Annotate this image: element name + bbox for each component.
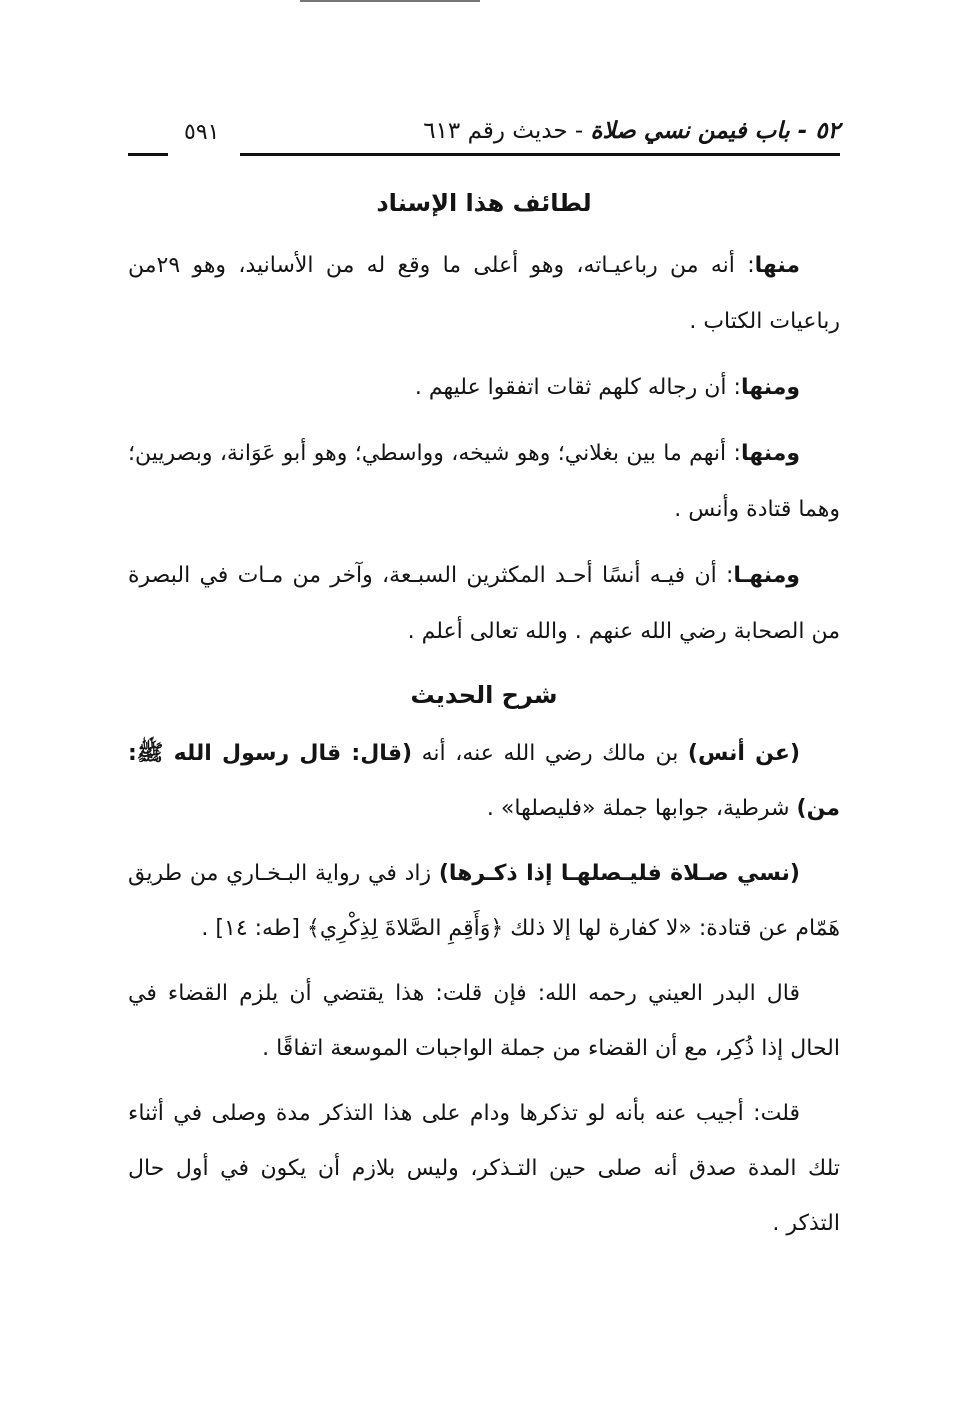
paragraph-5-lead-quote: (قال: قال رسول الله ﷺ: من) — [128, 741, 840, 821]
paragraph-6-lead: (نسي صـلاة فليـصلهـا إذا ذكـرها) — [438, 861, 800, 886]
paragraph-3 — [128, 426, 840, 538]
paragraph-7-text: قال البدر العيني رحمه الله: فإن قلت: هذا يقتضي أن يلزم القضاء في الحال إذا ذُكِر، مع أن القضاء من جملة الواجبات الموسعة اتفاقًا . — [128, 981, 840, 1061]
paragraph-5-tail: شرطية، جوابها جملة «فليصلها» . — [486, 796, 797, 821]
paragraph-1-lead: منها — [754, 253, 800, 278]
paragraph-4 — [128, 548, 840, 660]
paragraph-6-text: زاد في رواية البـخـاري من طريق هَمّام عن قتادة: «لا كفارة لها إلا ذلك ﴿وَأَقِمِ الصَّلاةَ لِذِكْرِي﴾ [طه: ١٤] . — [128, 861, 840, 941]
paragraph-3-text: : أنهم ما بين بغلاني؛ وهو شيخه، وواسطي؛ وهو أبو عَوَانة، وبصريين؛ وهما قتادة وأنس . — [128, 441, 840, 522]
paragraph-5 — [128, 726, 840, 836]
header-rule — [240, 153, 840, 156]
chapter-title-main: ٥٢ - باب فيمن نسي صلاة — [590, 118, 840, 144]
hadith-number: - حديث رقم ٦١٣ — [423, 118, 591, 144]
section-heading-isnad: لطائف هذا الإسناد — [376, 189, 592, 217]
paragraph-8 — [128, 1086, 840, 1251]
paragraph-1-text: : أنه من رباعيـاته، وهو أعلى ما وقع له من الأسانيد، وهو ٢٩من رباعيات الكتاب . — [128, 253, 840, 334]
paragraph-4-text: : أن فيـه أنسًا أحـد المكثرين السبـعة، وآخر من مـات في البصرة من الصحابة رضي الله عنهم . والله تعالى أعلم . — [128, 563, 840, 644]
paragraph-2 — [128, 360, 840, 416]
paragraph-8-text: قلت: أجيب عنه بأنه لو تذكرها ودام على هذا التذكر مدة وصلى في أثناء تلك المدة صدق أنه صلى حين التـذكر، وليس بلازم أن يكون في أول حال التذكر . — [128, 1101, 840, 1236]
section-heading-hadith: شرح الحديث — [410, 681, 558, 709]
paragraph-1 — [128, 238, 840, 350]
page-number: ٥٩١ — [184, 120, 220, 145]
paragraph-7 — [128, 966, 840, 1076]
paragraph-2-lead: ومنها — [740, 375, 800, 400]
page-body — [128, 178, 840, 1261]
paragraph-5-mid: بن مالك رضي الله عنه، أنه — [412, 741, 688, 766]
page-number-dash — [128, 153, 168, 156]
paragraph-4-lead: ومنهـا — [733, 563, 800, 588]
running-header — [128, 112, 840, 164]
chapter-title — [423, 118, 840, 144]
paragraph-3-lead: ومنها — [740, 441, 800, 466]
paragraph-5-lead-narrator: (عن أنس) — [687, 741, 801, 766]
paragraph-2-text: : أن رجاله كلهم ثقات اتفقوا عليهم . — [414, 375, 741, 400]
top-edge-mark — [300, 0, 480, 2]
paragraph-6 — [128, 846, 840, 956]
